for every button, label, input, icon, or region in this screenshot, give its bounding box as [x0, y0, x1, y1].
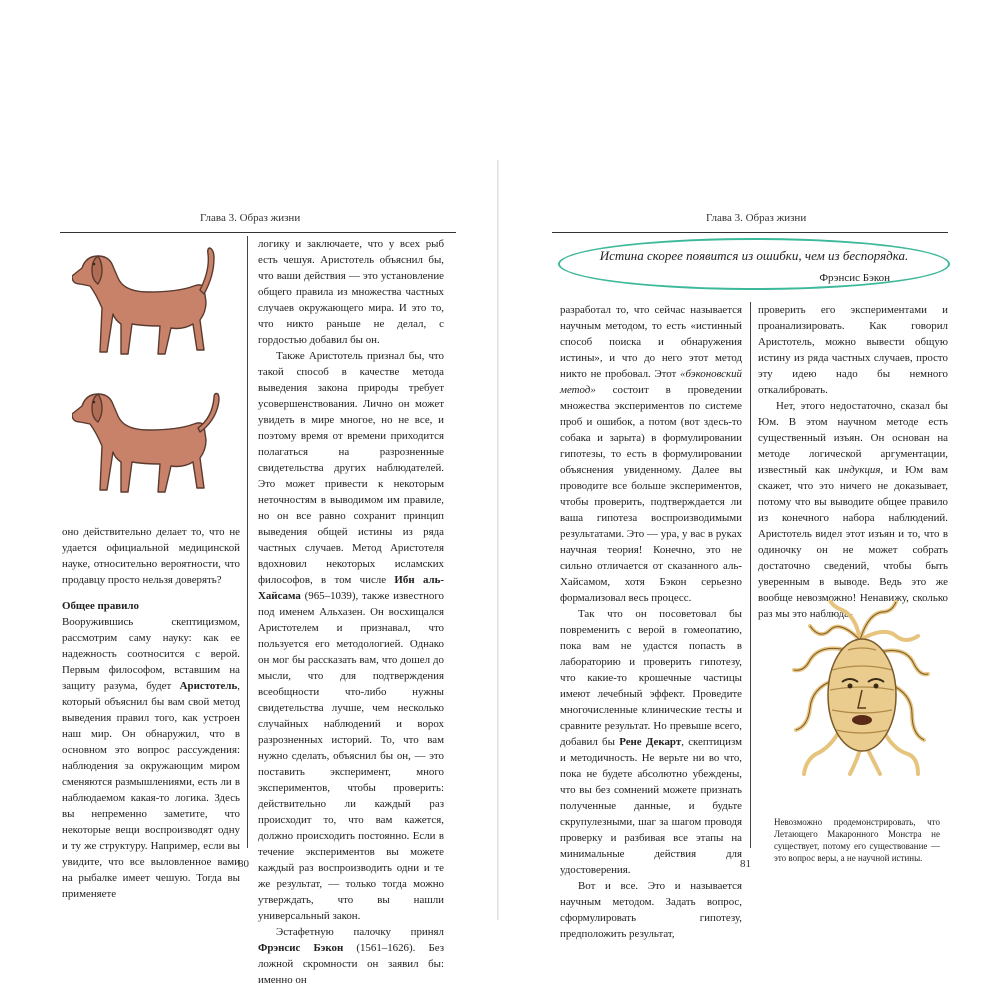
illustration-caption: Невозможно продемонстрировать, что Летающего Макаронного Монстра не существует, потому его существование — это вопрос веры, а не научной истины. — [774, 817, 940, 863]
text-run: Эстафетную палочку принял — [276, 926, 444, 938]
paragraph — [258, 348, 444, 924]
paragraph: проверить его экспериментами и проанализировать. Как говорил Аристотель, можно вывести общую истину из ряда частных случаев, просто эту идею надо бы немного откалибровать. — [758, 304, 948, 396]
paragraph — [560, 302, 742, 606]
header-rule — [60, 232, 456, 233]
name-bold: Фрэнсис Бэкон — [258, 942, 344, 954]
paragraph — [758, 398, 948, 622]
dog-illustration-bottom — [72, 384, 222, 499]
paragraph — [258, 924, 444, 988]
epigraph-quote: Истина скорее появится из ошибки, чем из беспорядка. — [599, 248, 909, 263]
text-run: Так что он посоветовал бы повременить с верой в гомеопатию, пока вам не удастся попасть в лабораторию и проверить гипотезу, что какие-то крошечные частицы имеют лечебный эффект. Проведите многочисленные клинические тесты и сравните результат. Но превыше всего, добавил бы — [560, 608, 742, 748]
header-rule — [552, 232, 948, 233]
epigraph-author: Фрэнсис Бэкон — [819, 272, 890, 284]
text-run: Нет, этого недостаточно, сказал бы Юм. В этом научном методе есть существенный изъян. Он основан на методе логической аргументации, известный как — [758, 400, 948, 476]
text-run: , скептицизм и методичность. Не верьте ни во что, пока не будете абсолютно убеждены, что вы без сомнений можете признать полученные данные, и будьте скрупулезными, шаг за шагом проводя проверку и разбивая все этапы на минимальные действия для удостоверения. — [560, 736, 743, 876]
term-italic: индукция — [838, 464, 881, 476]
right-column-2-text — [758, 302, 948, 622]
column-rule — [750, 302, 751, 848]
dog-illustration-top — [72, 246, 222, 361]
left-page — [0, 0, 497, 1000]
text-run: состоит в проведении множества экспериментов по системе проб и ошибок, а потом (вот здесь-то собака и зарыта) в формулировании гипотезы, то есть в формулировании объяснения увиденному. Далее вы проводите все больше экспериментов, чтобы проверить, подтверждается ли ваша гипотеза воспроизводимыми результатами. Это — ура, у вас в руках научная теория! Конечно, это не сильно отличается от сказанного аль-Хайсамом, хотя Бэкон серьезно формализовал весь процесс. — [560, 384, 742, 604]
section-subheading: Общее правило — [62, 600, 139, 612]
name-bold: Рене Декарт — [619, 736, 682, 748]
text-run: , и Юм вам скажет, что это ничего не доказывает, потому что вы выводите общее правило из конечного набора наблюдений. Аристотель видел этот изъян и то, что в одиночку он не может собрать достаточно сведений, чтобы быть уверенным в выводе. Ведь это же вообще невозможно! Ненавижу, сколько раз мы это наблюда- — [758, 464, 949, 620]
running-header: Глава 3. Образ жизни — [200, 212, 301, 224]
text-run: Вооружившись скептицизмом, рассмотрим саму науку: как ее надежность соотносится с верой. Первым философом, вставшим на защиту разума, будет — [62, 616, 240, 692]
page-number: 80 — [238, 858, 249, 870]
page-number: 81 — [740, 858, 751, 870]
book-gutter — [497, 160, 499, 920]
column-rule — [247, 236, 248, 848]
paragraph: логику и заключаете, что у всех рыб есть чешуя. Аристотель объяснил бы, что ваши действия — это установление общего правила из множества частных случаев окружающего мира. И это то, что никто раньше не делал, с гордостью добавил бы он. — [258, 238, 444, 346]
spaghetti-monster-illustration — [790, 600, 930, 780]
name-bold: Ибн аль-Хайсама — [258, 574, 444, 602]
paragraph: Вот и все. Это и называется научным методом. Задать вопрос, сформулировать гипотезу, предположить результат, — [560, 880, 742, 940]
text-run: , который объяснил бы вам свой метод выведения правил того, как устроен наш мир. Он обнаружил, что в основном это вопрос рассуждения: наблюдения за окружающим миром сменяются размышлениями, есть ли в наблюдаемом какая-то логика. Здесь вы непременно заметите, что некоторые вещи воспроизводят одну и ту же структуру. Например, если вы увидите, что все выловленное вами на рыбалке имеет чешую. Тогда вы применяете — [62, 680, 240, 900]
term-italic: «бэконовский метод» — [560, 368, 742, 396]
text-run: разработал то, что сейчас называется научным методом, то есть «истинный способ поиска и обнаружения истины», и что до него этот метод никто не пробовал. Этот — [560, 304, 742, 380]
text-run: (965–1039), также известного под именем Альхазен. Он восхищался Аристотелем и признавал, что пользуется его методологией. Однако он мог бы рассказать вам, что дошел до мысли, что для подтверждения всеобщности что-либо нужны свидетельства лучше, чем несколько случайных наблюдений и ворох разрозненных историй. То, что вам нужно сделать, объяснил бы он, — это поставить эксперимент, много экспериментов, чтобы проверить: действительно ли каждый раз происходит то, что вам кажется, должно происходить постоянно. Если в течение экспериментов вы можете каждый раз воспроизводить одни и те же результат, — только тогда можно утверждать, что вы нашли универсальный закон. — [258, 590, 444, 922]
paragraph: оно действительно делает то, что не удается официальной медицинской науке, относительно вероятности, что продавцу просто нельзя доверять? — [62, 526, 240, 586]
paragraph — [560, 606, 742, 878]
left-column-2-text — [258, 236, 444, 988]
right-page — [500, 0, 1000, 1000]
right-column-1-text — [560, 302, 742, 942]
text-run: (1561–1626). Без ложной скромности он заявил бы: именно он — [258, 942, 444, 986]
text-run: Также Аристотель признал бы, что такой способ в качестве метода выведения закона природы требует усовершенствования. Лично он может увидеть в мире многое, но не все, и поэтому время от времени приходится полагаться на разрозненные свидетельства других наблюдателей. Это может привести к некоторым неточностям в выводимом им правиле, но он все равно сохранит принцип выведения общей истины из ряда частных случаев. Метод Аристотеля вдохновил некоторых исламских философов, в том числе — [258, 350, 444, 586]
name-bold: Аристотель — [179, 680, 238, 692]
running-header: Глава 3. Образ жизни — [706, 212, 807, 224]
paragraph — [62, 614, 240, 902]
left-column-1-text — [62, 524, 240, 902]
